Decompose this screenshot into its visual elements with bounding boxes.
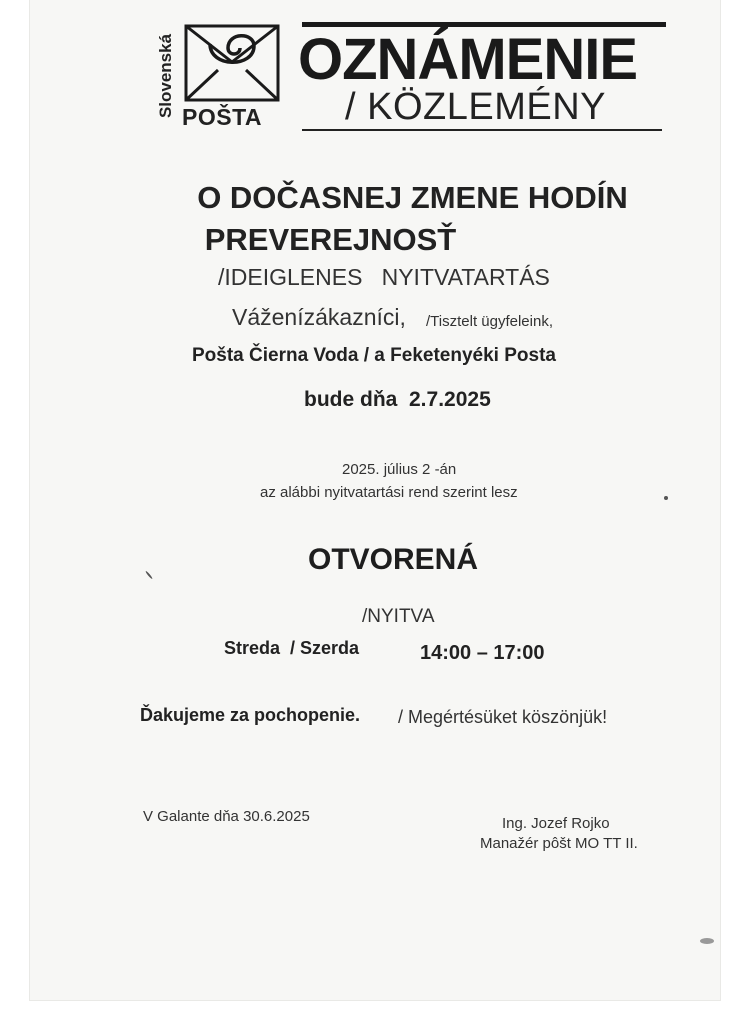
open-hours: 14:00 – 17:00 — [420, 642, 545, 664]
notice-heading-line2: PREVEREJNOSŤ — [204, 222, 457, 257]
scan-speck — [664, 496, 668, 500]
signer-title: Manažér pôšt MO TT II. — [480, 835, 638, 852]
status-open: OTVORENÁ — [308, 543, 479, 576]
place-date: V Galante dňa 30.6.2025 — [143, 808, 310, 825]
logo-vertical-text — [153, 20, 179, 132]
page-title: OZNÁMENIE — [298, 27, 637, 92]
subtitle-underline — [302, 129, 662, 131]
post-office-name: Pošta Čierna Voda / a Feketenyéki Posta — [192, 345, 556, 366]
logo-name: POŠTA — [182, 104, 263, 130]
posta-logo-icon — [184, 24, 280, 102]
date-sk: bude dňa 2.7.2025 — [304, 388, 491, 411]
notice-heading-line1: O DOČASNEJ ZMENE HODÍN — [197, 180, 628, 215]
status-hu: /NYITVA — [362, 606, 435, 627]
page-subtitle: / KÖZLEMÉNY — [345, 86, 606, 128]
date-hu-line2: az alábbi nyitvatartási rend szerint lesz — [260, 484, 518, 501]
signer-name: Ing. Jozef Rojko — [502, 815, 610, 832]
date-hu-line1: 2025. július 2 -án — [342, 461, 457, 478]
thanks-hu: / Megértésüket köszönjük! — [398, 707, 608, 727]
open-day: Streda / Szerda — [224, 638, 360, 658]
greeting-sk: Váženízákazníci, — [232, 304, 406, 330]
greeting-hu: /Tisztelt ügyfeleink, — [426, 313, 553, 330]
notice-heading-hu: /IDEIGLENES NYITVATARTÁS — [218, 264, 550, 290]
logo-vertical-label: Slovenská — [156, 33, 176, 119]
thanks-sk: Ďakujeme za pochopenie. — [140, 705, 361, 725]
scan-speck — [700, 938, 714, 944]
